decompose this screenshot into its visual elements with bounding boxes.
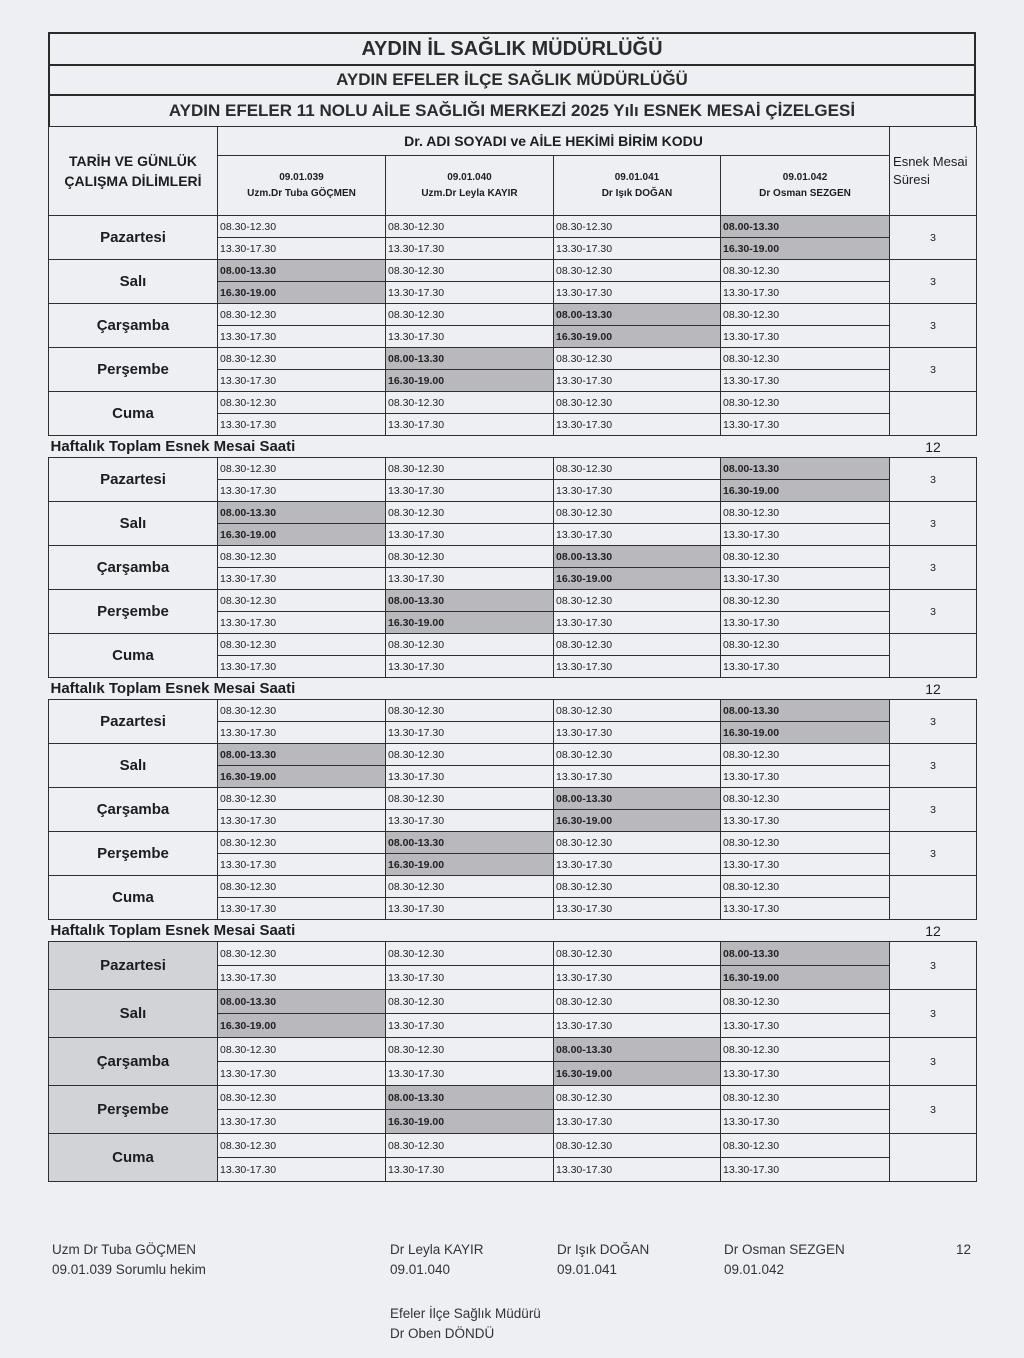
- day-cell: Çarşamba: [49, 1038, 218, 1086]
- afternoon-slot: 13.30-17.30: [386, 326, 554, 348]
- morning-slot: 08.30-12.30: [554, 216, 721, 238]
- flex-hours-cell: [890, 634, 977, 678]
- afternoon-slot: 13.30-17.30: [386, 568, 554, 590]
- afternoon-slot: 16.30-19.00: [721, 480, 890, 502]
- afternoon-slot: 13.30-17.30: [721, 612, 890, 634]
- morning-slot: 08.30-12.30: [218, 1086, 386, 1110]
- morning-slot: 08.30-12.30: [218, 1134, 386, 1158]
- date-header-line1: TARİH VE GÜNLÜK: [68, 153, 198, 169]
- day-row: [49, 216, 977, 238]
- afternoon-slot: 13.30-17.30: [554, 854, 721, 876]
- day-cell: Perşembe: [49, 1086, 218, 1134]
- morning-slot: 08.30-12.30: [554, 832, 721, 854]
- morning-slot: 08.30-12.30: [721, 260, 890, 282]
- morning-slot: 08.30-12.30: [386, 392, 554, 414]
- day-row: [49, 546, 977, 568]
- afternoon-slot: 13.30-17.30: [218, 898, 386, 920]
- afternoon-slot: 13.30-17.30: [721, 656, 890, 678]
- day-row: [49, 942, 977, 966]
- morning-slot: 08.30-12.30: [386, 304, 554, 326]
- afternoon-slot: 13.30-17.30: [721, 282, 890, 304]
- title-provincial: AYDIN İL SAĞLIK MÜDÜRLÜĞÜ: [48, 32, 976, 64]
- schedule-sheet: [48, 32, 976, 1182]
- morning-slot: 08.30-12.30: [721, 634, 890, 656]
- morning-slot: 08.00-13.30: [721, 700, 890, 722]
- afternoon-slot: 13.30-17.30: [218, 370, 386, 392]
- afternoon-slot: 13.30-17.30: [218, 480, 386, 502]
- hours-header: [890, 127, 977, 216]
- weekly-total-value: 12: [890, 920, 977, 942]
- morning-slot: 08.30-12.30: [386, 788, 554, 810]
- flex-hours-cell: [890, 1134, 977, 1182]
- director-signature: [390, 1304, 541, 1344]
- morning-slot: 08.30-12.30: [554, 942, 721, 966]
- hours-header-line2: Süresi: [893, 172, 930, 187]
- morning-slot: 08.00-13.30: [721, 942, 890, 966]
- day-cell: Cuma: [49, 634, 218, 678]
- doctor-code: 09.01.039: [279, 171, 324, 183]
- morning-slot: 08.00-13.30: [386, 590, 554, 612]
- morning-slot: 08.30-12.30: [554, 1086, 721, 1110]
- flex-hours-cell: 3: [890, 546, 977, 590]
- afternoon-slot: 13.30-17.30: [386, 966, 554, 990]
- signature-code: 09.01.040: [390, 1262, 451, 1277]
- morning-slot: 08.30-12.30: [554, 876, 721, 898]
- director-name: Dr Oben DÖNDÜ: [390, 1326, 495, 1341]
- doctor-name: Dr Osman SEZGEN: [759, 187, 851, 199]
- morning-slot: 08.30-12.30: [554, 1134, 721, 1158]
- signature-code: 09.01.039 Sorumlu hekim: [52, 1262, 206, 1277]
- morning-slot: 08.30-12.30: [554, 392, 721, 414]
- weekly-total-label: Haftalık Toplam Esnek Mesai Saati: [49, 920, 890, 942]
- day-row: [49, 260, 977, 282]
- afternoon-slot: 16.30-19.00: [218, 766, 386, 788]
- afternoon-slot: 13.30-17.30: [554, 612, 721, 634]
- morning-slot: 08.30-12.30: [721, 502, 890, 524]
- signature-code: 09.01.041: [557, 1262, 618, 1277]
- morning-slot: 08.00-13.30: [554, 546, 721, 568]
- flex-hours-cell: [890, 392, 977, 436]
- afternoon-slot: 13.30-17.30: [721, 898, 890, 920]
- flex-hours-cell: 3: [890, 348, 977, 392]
- day-cell: Çarşamba: [49, 546, 218, 590]
- day-cell: Pazartesi: [49, 942, 218, 990]
- day-row: [49, 1086, 977, 1110]
- afternoon-slot: 16.30-19.00: [554, 568, 721, 590]
- afternoon-slot: 13.30-17.30: [218, 966, 386, 990]
- morning-slot: 08.30-12.30: [218, 832, 386, 854]
- afternoon-slot: 16.30-19.00: [721, 722, 890, 744]
- afternoon-slot: 16.30-19.00: [554, 326, 721, 348]
- morning-slot: 08.30-12.30: [721, 348, 890, 370]
- morning-slot: 08.30-12.30: [218, 348, 386, 370]
- weekly-total-label: Haftalık Toplam Esnek Mesai Saati: [49, 436, 890, 458]
- morning-slot: 08.30-12.30: [218, 216, 386, 238]
- day-cell: Cuma: [49, 876, 218, 920]
- morning-slot: 08.00-13.30: [554, 788, 721, 810]
- afternoon-slot: 13.30-17.30: [386, 1014, 554, 1038]
- morning-slot: 08.30-12.30: [218, 876, 386, 898]
- morning-slot: 08.30-12.30: [218, 788, 386, 810]
- morning-slot: 08.30-12.30: [554, 634, 721, 656]
- signature-name: Dr Leyla KAYIR: [390, 1242, 484, 1257]
- morning-slot: 08.30-12.30: [386, 700, 554, 722]
- afternoon-slot: 13.30-17.30: [554, 524, 721, 546]
- doctor-code: 09.01.041: [614, 171, 660, 183]
- day-row: [49, 832, 977, 854]
- afternoon-slot: 13.30-17.30: [721, 1158, 890, 1182]
- doctor-code: 09.01.040: [447, 171, 492, 183]
- morning-slot: 08.00-13.30: [386, 832, 554, 854]
- flex-hours-cell: 3: [890, 744, 977, 788]
- afternoon-slot: 13.30-17.30: [218, 568, 386, 590]
- flex-hours-cell: 3: [890, 1086, 977, 1134]
- afternoon-slot: 13.30-17.30: [554, 480, 721, 502]
- afternoon-slot: 16.30-19.00: [218, 1014, 386, 1038]
- morning-slot: 08.30-12.30: [554, 502, 721, 524]
- afternoon-slot: 13.30-17.30: [386, 480, 554, 502]
- afternoon-slot: 13.30-17.30: [721, 1110, 890, 1134]
- morning-slot: 08.30-12.30: [721, 1134, 890, 1158]
- afternoon-slot: 13.30-17.30: [721, 854, 890, 876]
- morning-slot: 08.30-12.30: [386, 260, 554, 282]
- afternoon-slot: 13.30-17.30: [218, 238, 386, 260]
- day-cell: Pazartesi: [49, 458, 218, 502]
- afternoon-slot: 13.30-17.30: [218, 326, 386, 348]
- morning-slot: 08.30-12.30: [218, 942, 386, 966]
- day-cell: Salı: [49, 502, 218, 546]
- morning-slot: 08.30-12.30: [386, 502, 554, 524]
- flex-hours-cell: 3: [890, 832, 977, 876]
- header-row: [49, 127, 977, 156]
- morning-slot: 08.00-13.30: [721, 458, 890, 480]
- afternoon-slot: 16.30-19.00: [386, 612, 554, 634]
- afternoon-slot: 16.30-19.00: [554, 810, 721, 832]
- afternoon-slot: 13.30-17.30: [721, 370, 890, 392]
- doctor-header-cell: [721, 156, 890, 216]
- morning-slot: 08.30-12.30: [721, 1086, 890, 1110]
- morning-slot: 08.30-12.30: [386, 546, 554, 568]
- morning-slot: 08.30-12.30: [721, 304, 890, 326]
- day-cell: Pazartesi: [49, 216, 218, 260]
- morning-slot: 08.30-12.30: [386, 1038, 554, 1062]
- day-cell: Cuma: [49, 392, 218, 436]
- afternoon-slot: 13.30-17.30: [554, 656, 721, 678]
- afternoon-slot: 13.30-17.30: [386, 238, 554, 260]
- day-cell: Salı: [49, 990, 218, 1038]
- morning-slot: 08.00-13.30: [554, 1038, 721, 1062]
- morning-slot: 08.00-13.30: [218, 260, 386, 282]
- morning-slot: 08.30-12.30: [218, 304, 386, 326]
- morning-slot: 08.30-12.30: [218, 634, 386, 656]
- weekly-total-row: [49, 678, 977, 700]
- morning-slot: 08.30-12.30: [554, 990, 721, 1014]
- flex-hours-cell: 3: [890, 942, 977, 990]
- morning-slot: 08.30-12.30: [554, 744, 721, 766]
- hours-header-line1: Esnek Mesai: [893, 154, 968, 169]
- day-row: [49, 1038, 977, 1062]
- day-row: [49, 304, 977, 326]
- doctors-header: Dr. ADI SOYADI ve AİLE HEKİMİ BİRİM KODU: [218, 127, 890, 156]
- morning-slot: 08.30-12.30: [554, 590, 721, 612]
- afternoon-slot: 13.30-17.30: [554, 898, 721, 920]
- flex-hours-cell: 3: [890, 990, 977, 1038]
- morning-slot: 08.30-12.30: [554, 458, 721, 480]
- day-cell: Çarşamba: [49, 304, 218, 348]
- afternoon-slot: 13.30-17.30: [218, 854, 386, 876]
- afternoon-slot: 13.30-17.30: [218, 1062, 386, 1086]
- flex-hours-cell: 3: [890, 216, 977, 260]
- afternoon-slot: 16.30-19.00: [721, 966, 890, 990]
- afternoon-slot: 13.30-17.30: [554, 370, 721, 392]
- day-cell: Perşembe: [49, 832, 218, 876]
- afternoon-slot: 16.30-19.00: [218, 524, 386, 546]
- morning-slot: 08.30-12.30: [721, 990, 890, 1014]
- afternoon-slot: 13.30-17.30: [721, 524, 890, 546]
- doctor-name: Uzm.Dr Leyla KAYIR: [421, 187, 518, 199]
- day-cell: Perşembe: [49, 348, 218, 392]
- morning-slot: 08.30-12.30: [721, 876, 890, 898]
- afternoon-slot: 16.30-19.00: [554, 1062, 721, 1086]
- afternoon-slot: 13.30-17.30: [386, 524, 554, 546]
- afternoon-slot: 13.30-17.30: [554, 766, 721, 788]
- flex-hours-cell: 3: [890, 502, 977, 546]
- morning-slot: 08.30-12.30: [218, 700, 386, 722]
- signature-sezgen: [724, 1240, 845, 1280]
- afternoon-slot: 13.30-17.30: [386, 656, 554, 678]
- signature-name: Dr Osman SEZGEN: [724, 1242, 845, 1257]
- final-week-total: 12: [956, 1242, 972, 1257]
- afternoon-slot: 13.30-17.30: [554, 282, 721, 304]
- flex-hours-cell: [890, 876, 977, 920]
- morning-slot: 08.30-12.30: [218, 392, 386, 414]
- morning-slot: 08.00-13.30: [386, 1086, 554, 1110]
- day-row: [49, 788, 977, 810]
- day-cell: Salı: [49, 744, 218, 788]
- day-row: [49, 744, 977, 766]
- afternoon-slot: 16.30-19.00: [721, 238, 890, 260]
- day-row: [49, 590, 977, 612]
- schedule-table: [48, 126, 977, 1182]
- morning-slot: 08.00-13.30: [721, 216, 890, 238]
- morning-slot: 08.30-12.30: [386, 216, 554, 238]
- morning-slot: 08.30-12.30: [721, 1038, 890, 1062]
- afternoon-slot: 13.30-17.30: [554, 966, 721, 990]
- afternoon-slot: 16.30-19.00: [386, 1110, 554, 1134]
- afternoon-slot: 13.30-17.30: [554, 238, 721, 260]
- morning-slot: 08.30-12.30: [554, 348, 721, 370]
- afternoon-slot: 13.30-17.30: [554, 1158, 721, 1182]
- date-header-line2: ÇALIŞMA DİLİMLERİ: [64, 173, 202, 189]
- afternoon-slot: 13.30-17.30: [386, 1158, 554, 1182]
- morning-slot: 08.30-12.30: [721, 392, 890, 414]
- signature-gocmen: [52, 1240, 206, 1280]
- morning-slot: 08.30-12.30: [721, 788, 890, 810]
- doctor-name: Uzm.Dr Tuba GÖÇMEN: [247, 187, 356, 199]
- weekly-total-row: [49, 436, 977, 458]
- afternoon-slot: 13.30-17.30: [386, 766, 554, 788]
- afternoon-slot: 13.30-17.30: [386, 722, 554, 744]
- morning-slot: 08.30-12.30: [721, 546, 890, 568]
- morning-slot: 08.30-12.30: [218, 546, 386, 568]
- weekly-total-row: [49, 920, 977, 942]
- signature-code: 09.01.042: [724, 1262, 785, 1277]
- flex-hours-cell: 3: [890, 700, 977, 744]
- afternoon-slot: 13.30-17.30: [721, 766, 890, 788]
- morning-slot: 08.30-12.30: [386, 876, 554, 898]
- day-cell: Perşembe: [49, 590, 218, 634]
- weekly-total-value: 12: [890, 678, 977, 700]
- weekly-total-value: 12: [890, 436, 977, 458]
- day-row: [49, 392, 977, 414]
- doctor-header-cell: [386, 156, 554, 216]
- afternoon-slot: 13.30-17.30: [386, 810, 554, 832]
- morning-slot: 08.30-12.30: [554, 260, 721, 282]
- flex-hours-cell: 3: [890, 590, 977, 634]
- day-row: [49, 700, 977, 722]
- afternoon-slot: 13.30-17.30: [721, 326, 890, 348]
- date-header: [49, 127, 218, 216]
- afternoon-slot: 13.30-17.30: [386, 898, 554, 920]
- afternoon-slot: 13.30-17.30: [386, 414, 554, 436]
- doctor-header-cell: [554, 156, 721, 216]
- afternoon-slot: 13.30-17.30: [554, 1014, 721, 1038]
- day-cell: Pazartesi: [49, 700, 218, 744]
- flex-hours-cell: 3: [890, 1038, 977, 1086]
- morning-slot: 08.30-12.30: [721, 832, 890, 854]
- signature-kayir: [390, 1240, 484, 1280]
- morning-slot: 08.30-12.30: [386, 1134, 554, 1158]
- morning-slot: 08.30-12.30: [386, 634, 554, 656]
- day-row: [49, 348, 977, 370]
- day-row: [49, 458, 977, 480]
- afternoon-slot: 13.30-17.30: [721, 414, 890, 436]
- morning-slot: 08.00-13.30: [554, 304, 721, 326]
- morning-slot: 08.30-12.30: [721, 744, 890, 766]
- doctor-code: 09.01.042: [782, 171, 828, 183]
- morning-slot: 08.00-13.30: [218, 744, 386, 766]
- signature-dogan: [557, 1240, 649, 1280]
- afternoon-slot: 13.30-17.30: [218, 722, 386, 744]
- afternoon-slot: 13.30-17.30: [218, 612, 386, 634]
- morning-slot: 08.00-13.30: [386, 348, 554, 370]
- weekly-total-label: Haftalık Toplam Esnek Mesai Saati: [49, 678, 890, 700]
- signature-name: Uzm Dr Tuba GÖÇMEN: [52, 1242, 197, 1257]
- afternoon-slot: 13.30-17.30: [554, 414, 721, 436]
- doctor-header-cell: [218, 156, 386, 216]
- day-row: [49, 1134, 977, 1158]
- day-cell: Çarşamba: [49, 788, 218, 832]
- morning-slot: 08.30-12.30: [721, 590, 890, 612]
- morning-slot: 08.30-12.30: [554, 700, 721, 722]
- morning-slot: 08.30-12.30: [386, 458, 554, 480]
- afternoon-slot: 13.30-17.30: [218, 1110, 386, 1134]
- afternoon-slot: 16.30-19.00: [386, 370, 554, 392]
- doctor-name: Dr Işık DOĞAN: [601, 187, 673, 199]
- afternoon-slot: 13.30-17.30: [554, 1110, 721, 1134]
- day-row: [49, 876, 977, 898]
- title-district: AYDIN EFELER İLÇE SAĞLIK MÜDÜRLÜĞÜ: [48, 64, 976, 94]
- flex-hours-cell: 3: [890, 304, 977, 348]
- afternoon-slot: 13.30-17.30: [721, 1014, 890, 1038]
- flex-hours-cell: 3: [890, 260, 977, 304]
- director-title: Efeler İlçe Sağlık Müdürü: [390, 1306, 541, 1321]
- afternoon-slot: 13.30-17.30: [721, 1062, 890, 1086]
- title-schedule: AYDIN EFELER 11 NOLU AİLE SAĞLIĞI MERKEZİ 2025 Yılı ESNEK MESAİ ÇİZELGESİ: [48, 94, 976, 126]
- morning-slot: 08.30-12.30: [218, 458, 386, 480]
- day-cell: Cuma: [49, 1134, 218, 1182]
- flex-hours-cell: 3: [890, 458, 977, 502]
- day-row: [49, 990, 977, 1014]
- afternoon-slot: 13.30-17.30: [721, 568, 890, 590]
- afternoon-slot: 13.30-17.30: [721, 810, 890, 832]
- afternoon-slot: 13.30-17.30: [386, 282, 554, 304]
- morning-slot: 08.30-12.30: [386, 942, 554, 966]
- afternoon-slot: 13.30-17.30: [386, 1062, 554, 1086]
- morning-slot: 08.30-12.30: [386, 990, 554, 1014]
- morning-slot: 08.00-13.30: [218, 990, 386, 1014]
- flex-hours-cell: 3: [890, 788, 977, 832]
- day-row: [49, 502, 977, 524]
- afternoon-slot: 13.30-17.30: [218, 656, 386, 678]
- signature-name: Dr Işık DOĞAN: [557, 1242, 650, 1257]
- afternoon-slot: 13.30-17.30: [218, 414, 386, 436]
- morning-slot: 08.30-12.30: [218, 1038, 386, 1062]
- afternoon-slot: 13.30-17.30: [218, 810, 386, 832]
- morning-slot: 08.30-12.30: [218, 590, 386, 612]
- morning-slot: 08.00-13.30: [218, 502, 386, 524]
- afternoon-slot: 16.30-19.00: [386, 854, 554, 876]
- day-cell: Salı: [49, 260, 218, 304]
- day-row: [49, 634, 977, 656]
- morning-slot: 08.30-12.30: [386, 744, 554, 766]
- afternoon-slot: 13.30-17.30: [554, 722, 721, 744]
- afternoon-slot: 16.30-19.00: [218, 282, 386, 304]
- afternoon-slot: 13.30-17.30: [218, 1158, 386, 1182]
